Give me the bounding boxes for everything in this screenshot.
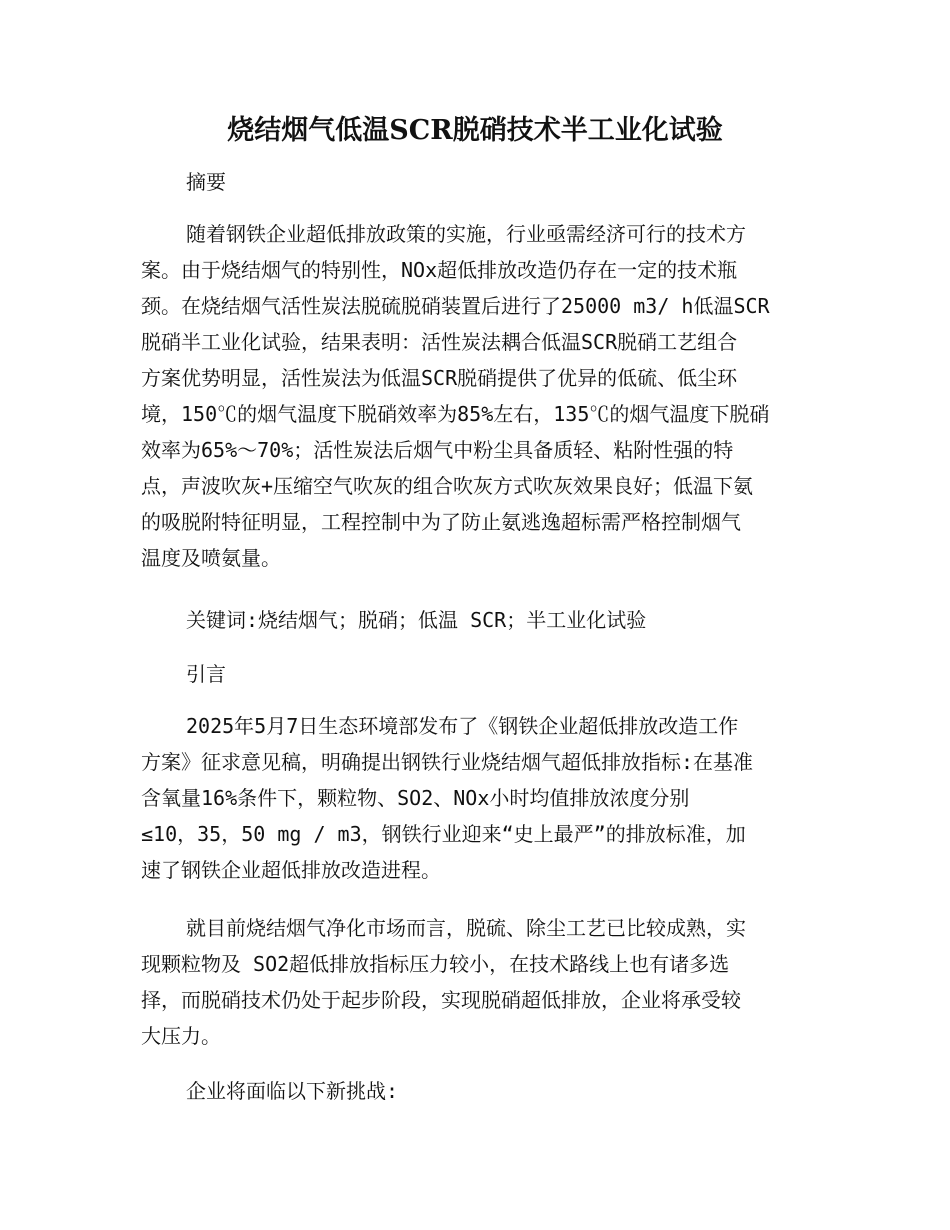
intro-line: 择，而脱硝技术仍处于起步阶段，实现脱硝超低排放，企业将承受较 <box>141 988 741 1012</box>
intro-line: ≤10，35，50 mg / m3，钢铁行业迎来“史上最严”的排放标准，加 <box>141 822 746 846</box>
intro-line: 就目前烧结烟气净化市场而言，脱硫、除尘工艺已比较成熟，实 <box>186 916 746 940</box>
intro-paragraph-1 <box>141 708 813 888</box>
document-title: 烧结烟气低温SCR脱硝技术半工业化试验 <box>227 115 723 146</box>
intro-line: 2025年5月7日生态环境部发布了《钢铁企业超低排放改造工作 <box>186 714 739 738</box>
abstract-line: 温度及喷氨量。 <box>141 546 281 570</box>
intro-line: 含氧量16%条件下，颗粒物、SO2、NOx小时均值排放浓度分别 <box>141 786 690 810</box>
abstract-line: 脱硝半工业化试验，结果表明：活性炭法耦合低温SCR脱硝工艺组合 <box>141 330 738 354</box>
abstract-line: 点，声波吹灰+压缩空气吹灰的组合吹灰方式吹灰效果良好；低温下氨 <box>141 474 754 498</box>
abstract-line: 颈。在烧结烟气活性炭法脱硫脱硝装置后进行了25000 m3/ h低温SCR <box>141 294 770 318</box>
intro-line: 速了钢铁企业超低排放改造进程。 <box>141 858 441 882</box>
abstract-line: 随着钢铁企业超低排放政策的实施，行业亟需经济可行的技术方 <box>186 222 746 246</box>
abstract-heading: 摘要 <box>186 170 226 194</box>
abstract-line: 案。由于烧结烟气的特别性，NOx超低排放改造仍存在一定的技术瓶 <box>141 258 738 282</box>
intro-line: 方案》征求意见稿，明确提出钢铁行业烧结烟气超低排放指标:在基准 <box>141 750 754 774</box>
abstract-line: 效率为65%～70%；活性炭法后烟气中粉尘具备质轻、粘附性强的特 <box>141 438 734 462</box>
intro-line: 大压力。 <box>141 1024 221 1048</box>
intro-line: 现颗粒物及 SO2超低排放指标压力较小，在技术路线上也有诸多选 <box>141 952 730 976</box>
abstract-line: 的吸脱附特征明显，工程控制中为了防止氨逃逸超标需严格控制烟气 <box>141 510 741 534</box>
abstract-paragraph <box>141 216 813 576</box>
intro-paragraph-2 <box>141 910 813 1054</box>
challenge-line: 企业将面临以下新挑战: <box>186 1079 399 1103</box>
abstract-line: 方案优势明显，活性炭法为低温SCR脱硝提供了优异的低硫、低尘环 <box>141 366 738 390</box>
abstract-line: 境，150℃的烟气温度下脱硝效率为85%左右，135℃的烟气温度下脱硝 <box>141 402 770 426</box>
keywords-line: 关键词:烧结烟气；脱硝；低温 SCR；半工业化试验 <box>186 608 647 632</box>
intro-heading: 引言 <box>186 662 226 686</box>
